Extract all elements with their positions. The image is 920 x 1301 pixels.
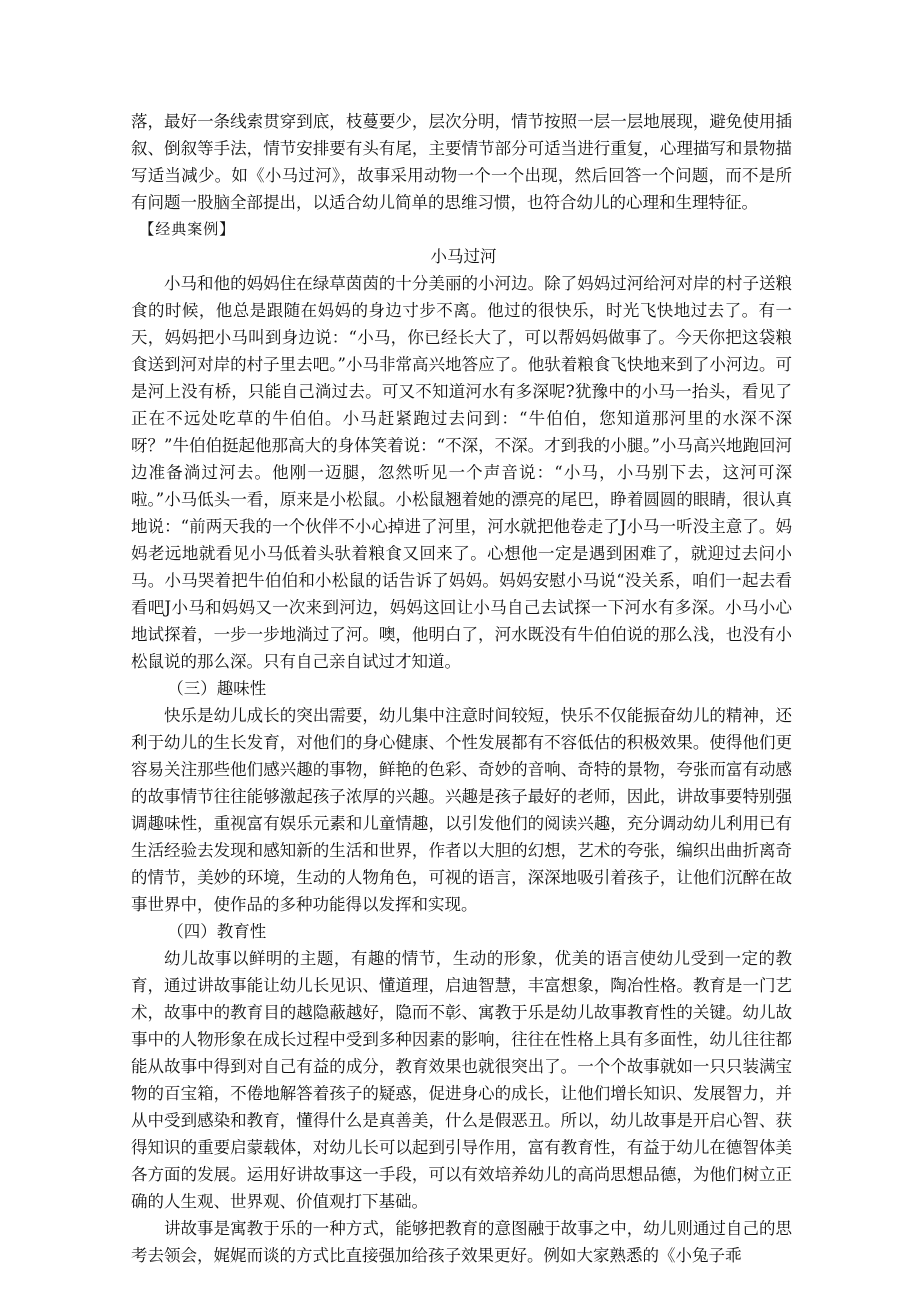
story-paragraph: 小马和他的妈妈住在绿草茵茵的十分美丽的小河边。除了妈妈过河给河对岸的村子送粮食的时候，他总是跟随在妈妈的身边寸步不离。他过的很快乐，时光飞快地过去了。有一天，妈妈把小马叫到身边说：“小马，你已经长大了，可以帮妈妈做事了。今天你把这袋粮食送到河对岸的村子里去吧。”小马非常高兴地答应了。他驮着粮食飞快地来到了小河边。可是河上没有桥，只能自己淌过去。可又不知道河水有多深呢?犹豫中的小马一抬头，看见了正在不远处吃草的牛伯伯。小马赶紧跑过去问到：“牛伯伯，您知道那河里的水深不深呀？”牛伯伯挺起他那高大的身体笑着说：“不深，不深。才到我的小腿。”小马高兴地跑回河边准备淌过河去。他刚一迈腿，忽然听见一个声音说：“小马，小马别下去，这河可深啦。”小马低头一看，原来是小松鼠。小松鼠翘着她的漂亮的尾巴，睁着圆圆的眼睛，很认真地说：“前两天我的一个伙伴不小心掉进了河里，河水就把他卷走了J小马一听没主意了。妈妈老远地就看见小马低着头驮着粮食又回来了。心想他一定是遇到困难了，就迎过去问小马。小马哭着把牛伯伯和小松鼠的话告诉了妈妈。妈妈安慰小马说“没关系，咱们一起去看看吧J小马和妈妈又一次来到河边，妈妈这回让小马自己去试探一下河水有多深。小马小心地试探着，一步一步地淌过了河。噢，他明白了，河水既没有牛伯伯说的那么浅，也没有小松鼠说的那么深。只有自己亲自试过才知道。 [131, 274, 792, 671]
document-page [131, 108, 792, 1269]
case-label: 【经典案例】 [139, 220, 236, 238]
section-3-paragraph: 快乐是幼儿成长的突出需要，幼儿集中注意时间较短，快乐不仅能振奋幼儿的精神，还利于幼儿的生长发育，对他们的身心健康、个性发展都有不容低估的积极效果。使得他们更容易关注那些他们感兴趣的事物，鲜艳的色彩、奇妙的音响、奇特的景物，夸张而富有动感的故事情节往往能够激起孩子浓厚的兴趣。兴趣是孩子最好的老师，因此，讲故事要特别强调趣味性，重视富有娱乐元素和儿童情趣，以引发他们的阅读兴趣，充分调动幼儿利用已有生活经验去发现和感知新的生活和世界，作者以大胆的幻想，艺术的夸张，编织出曲折离奇的情节，美妙的环境，生动的人物角色，可视的语言，深深地吸引着孩子，让他们沉醉在故事世界中，使作品的多种功能得以发挥和实现。 [131, 706, 792, 914]
section-3-heading: （三）趣味性 [167, 679, 267, 698]
section-4-heading: （四）教育性 [167, 922, 267, 941]
story-title: 小马过河 [430, 247, 497, 266]
closing-paragraph: 讲故事是寓教于乐的一种方式，能够把教育的意图融于故事之中，幼儿则通过自己的思考去领会，娓娓而谈的方式比直接强加给孩子效果更好。例如大家熟悉的《小兔子乖 [131, 1219, 792, 1265]
section-4-paragraph: 幼儿故事以鲜明的主题，有趣的情节，生动的形象，优美的语言使幼儿受到一定的教育，通过讲故事能让幼儿长见识、懂道理，启迪智慧，丰富想象，陶冶性格。教育是一门艺术，故事中的教育目的越隐蔽越好，隐而不彰、寓教于乐是幼儿故事教育性的关键。幼儿故事中的人物形象在成长过程中受到多种因素的影响，往往在性格上具有多面性，幼儿往往都能从故事中得到对自己有益的成分，教育效果也就很突出了。一个个故事就如一只只装满宝物的百宝箱，不倦地解答着孩子的疑惑，促进身心的成长，让他们增长知识、发展智力，并从中受到感染和教育，懂得什么是真善美，什么是假恶丑。所以，幼儿故事是开启心智、获得知识的重要启蒙载体，对幼儿长可以起到引导作用，富有教育性，有益于幼儿在德智体美各方面的发展。运用好讲故事这一手段，可以有效培养幼儿的高尚思想品德，为他们树立正确的人生观、世界观、价值观打下基础。 [131, 949, 792, 1211]
intro-paragraph: 落，最好一条线索贯穿到底，枝蔓要少，层次分明，情节按照一层一层地展现，避免使用插叙、倒叙等手法，情节安排要有头有尾，主要情节部分可适当进行重复，心理描写和景物描写适当减少。如《小马过河》，故事采用动物一个一个出现，然后回答一个问题，而不是所有问题一股脑全部提出，以适合幼儿简单的思维习惯，也符合幼儿的心理和生理特征。 [131, 112, 792, 212]
